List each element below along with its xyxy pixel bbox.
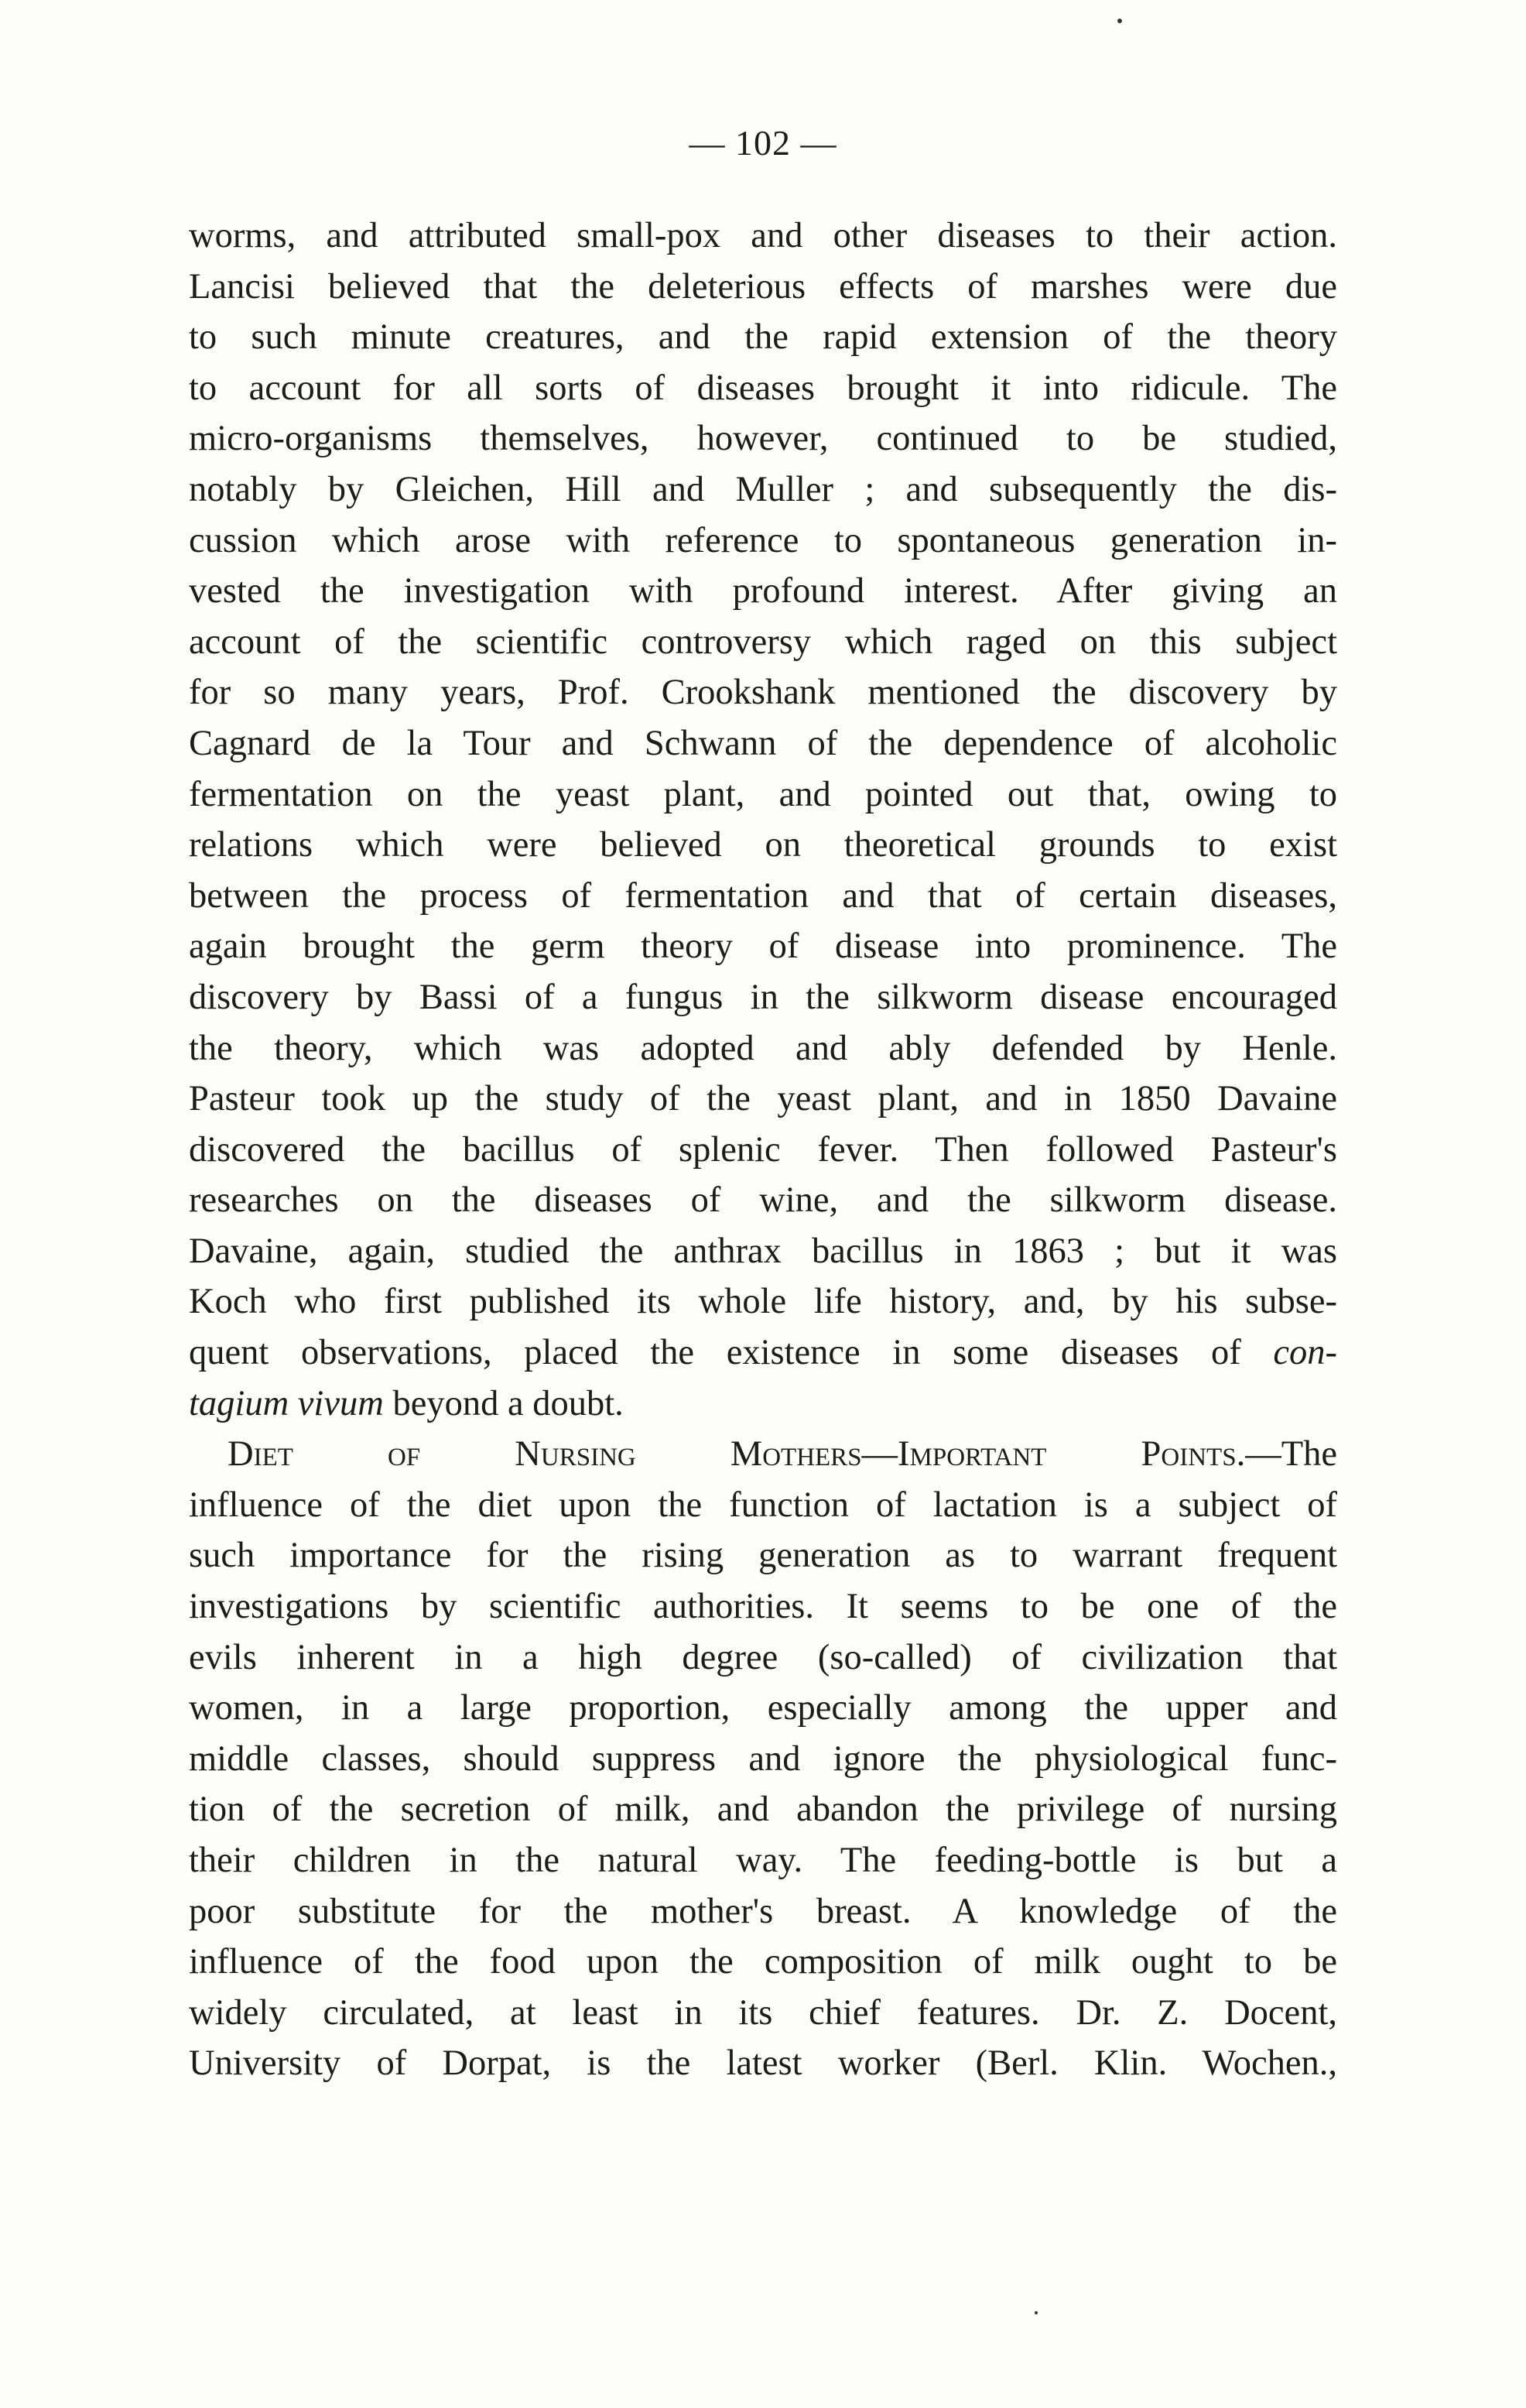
text-line: between the process of fermentation and that of certain diseases, [189,875,1337,916]
text-line: poor substitute for the mother's breast. A knowledge of the [189,1891,1337,1931]
text-line: investigations by scientific authorities. It seems to be one of the [189,1587,1337,1627]
text-line: such importance for the rising generation as to warrant frequent [189,1536,1337,1576]
text-line: Cagnard de la Tour and Schwann of the dependence of alcoholic [189,723,1337,763]
text-line: notably by Gleichen, Hill and Muller ; and subsequently the dis- [189,469,1337,509]
text-line [189,1379,1337,1430]
italic-term: con- [1273,1333,1338,1373]
text-line: influence of the diet upon the function of lactation is a subject of [189,1485,1337,1525]
text-line: widely circulated, at least in its chief features. Dr. Z. Docent, [189,1992,1337,2033]
text-line: discovery by Bassi of a fungus in the silkworm disease encouraged [189,977,1337,1017]
body-text [189,211,1337,2089]
text-line [189,1327,1337,1379]
text-line: tion of the secretion of milk, and abandon the privilege of nursing [189,1790,1337,1830]
text-line: the theory, which was adopted and ably defended by Henle. [189,1028,1337,1068]
section-heading: Diet of Nursing Mothers—Important Points. [228,1434,1246,1475]
text-line: Lancisi believed that the deleterious effects of marshes were due [189,266,1337,307]
text-line: Pasteur took up the study of the yeast plant, and in 1850 Davaine [189,1079,1337,1119]
text-line: cussion which arose with reference to spontaneous generation in- [189,520,1337,560]
text-line: researches on the diseases of wine, and the silkworm disease. [189,1180,1337,1221]
paragraph-germ-theory [189,211,1337,1327]
text-line: evils inherent in a high degree (so-called) of civilization that [189,1637,1337,1677]
print-speck [1117,19,1122,23]
text-line: again brought the germ theory of disease into prominence. The [189,927,1337,967]
text-line: influence of the food upon the composition of milk ought to be [189,1942,1337,1982]
text-line: relations which were believed on theoretical grounds to exist [189,825,1337,865]
page-number: — 102 — [689,123,837,163]
paragraph-diet-nursing-mothers [189,1480,1337,2089]
text-line: micro-organisms themselves, however, continued to be studied, [189,419,1337,459]
print-speck [1035,2311,1038,2314]
text-line: women, in a large proportion, especially among the upper and [189,1688,1337,1728]
text-line: Davaine, again, studied the anthrax bacillus in 1863 ; but it was [189,1231,1337,1271]
text-line: middle classes, should suppress and ignore the physiological func- [189,1738,1337,1779]
text-line: discovered the bacillus of splenic fever. Then followed Pasteur's [189,1129,1337,1170]
text-line: to such minute creatures, and the rapid extension of the theory [189,317,1337,358]
text-line-content: quent observations, placed the existence in some diseases of [189,1333,1241,1373]
text-line: worms, and attributed small-pox and other diseases to their action. [189,216,1337,255]
text-line: account of the scientific controversy which raged on this subject [189,622,1337,662]
text-line: vested the investigation with profound interest. After giving an [189,571,1337,611]
text-line: their children in the natural way. The feeding-bottle is but a [189,1841,1337,1880]
section-heading-line [189,1429,1337,1480]
italic-term: tagium vivum [189,1383,384,1423]
text-line: for so many years, Prof. Crookshank mentioned the discovery by [189,673,1337,713]
text-line: University of Dorpat, is the latest worker (Berl. Klin. Wochen., [189,2043,1337,2084]
text-line-content: —The [1245,1434,1337,1475]
text-line-content: beyond a doubt. [383,1383,624,1423]
text-line: fermentation on the yeast plant, and pointed out that, owing to [189,774,1337,814]
text-line: to account for all sorts of diseases brought it into ridicule. The [189,368,1337,408]
text-line: Koch who first published its whole life history, and, by his subse- [189,1282,1337,1322]
